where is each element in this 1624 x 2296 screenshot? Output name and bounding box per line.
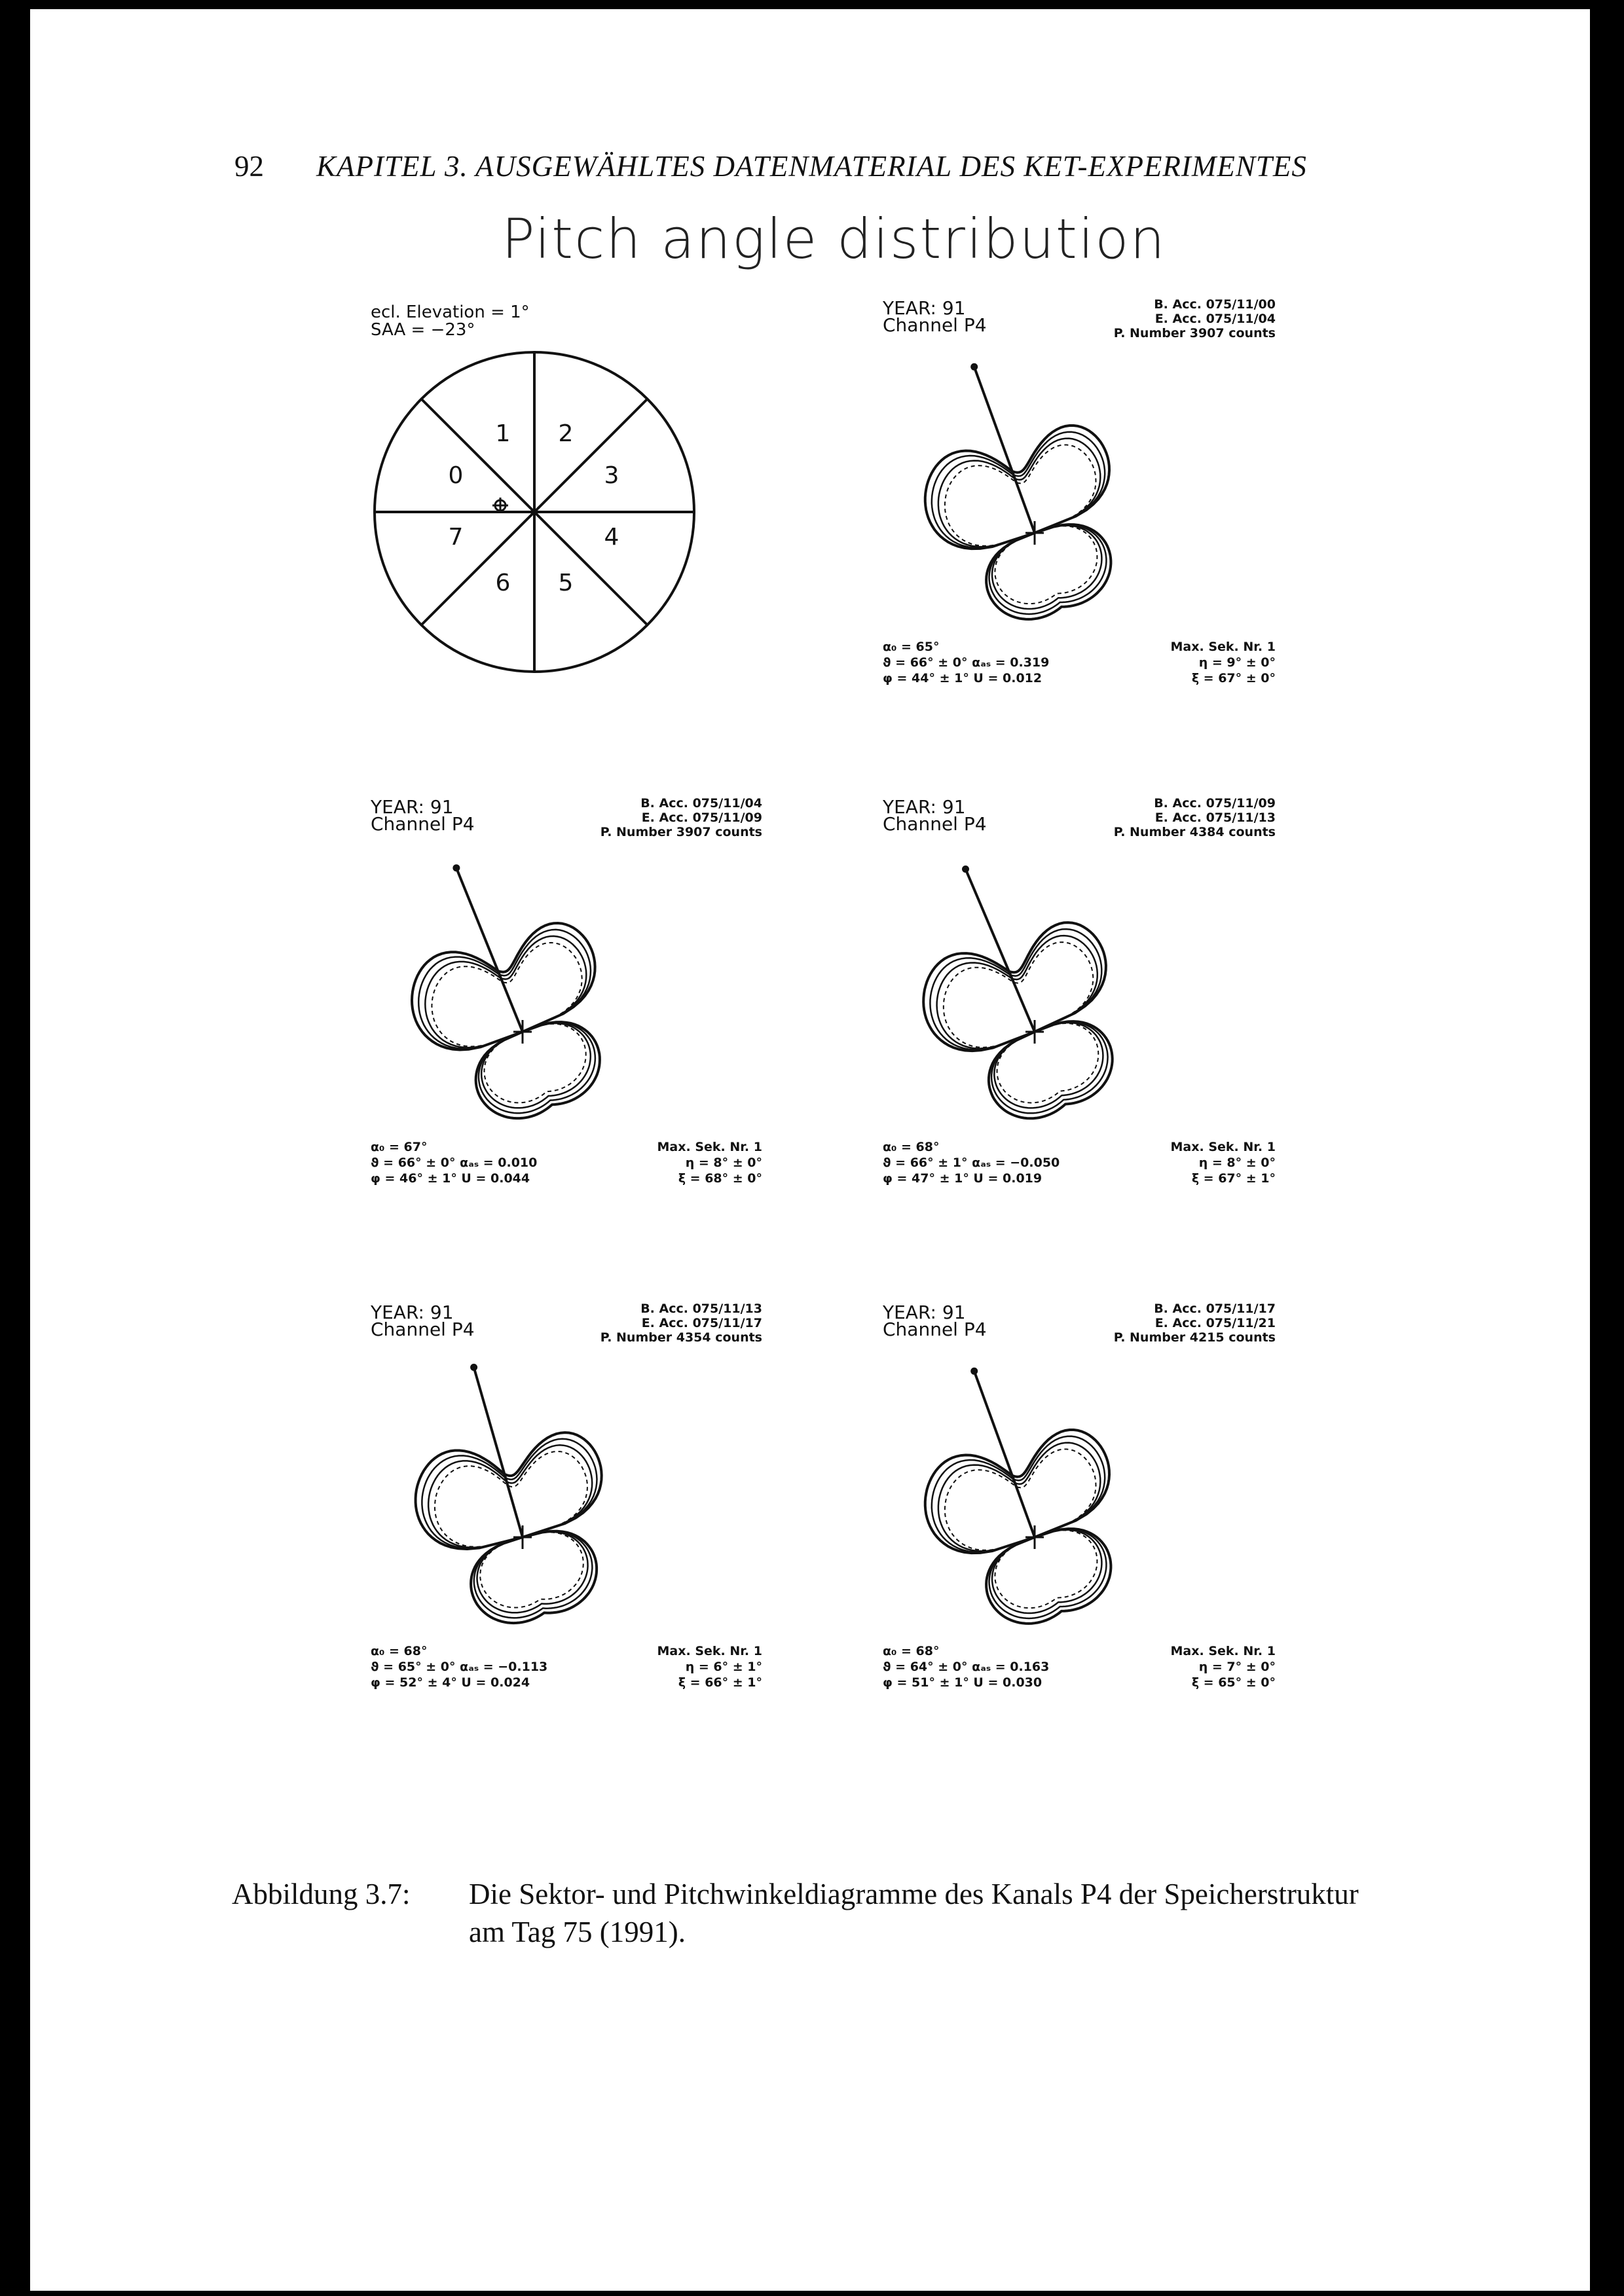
panel-3-channel: Channel P4 [883, 813, 987, 835]
pitch-axis-line [456, 868, 523, 1032]
panel-2-header-right [499, 796, 762, 839]
panel-5-header-right [1012, 1302, 1276, 1345]
panel-4-stat-phi: φ = 52° ± 4° U = 0.024 [371, 1675, 530, 1690]
panel-3-header-right [1012, 796, 1276, 839]
panel-4-e-acc: E. Acc. 075/11/17 [641, 1316, 762, 1330]
pitch-lobe-lower-3 [994, 1023, 1103, 1108]
panel-1-b-acc: B. Acc. 075/11/00 [1154, 297, 1276, 312]
pitch-axis-end [971, 363, 978, 370]
saa-text: SAA = −23° [371, 320, 475, 340]
pitch-fit-lower [997, 1023, 1099, 1103]
panel-1-stat-alpha: α₀ = 65° [883, 640, 940, 654]
panel-1-e-acc: E. Acc. 075/11/04 [1154, 312, 1276, 326]
caption-text [469, 1875, 1484, 1951]
sector-diagram [378, 350, 619, 596]
panel-5-e-acc: E. Acc. 075/11/21 [1154, 1316, 1276, 1330]
panel-3-header-left [883, 796, 987, 835]
panel-4-year: YEAR: 91 [371, 1302, 454, 1323]
caption-line-2: am Tag 75 (1991). [469, 1916, 686, 1948]
panel-4-stats-right [597, 1643, 762, 1690]
panel-3-stat-theta: ϑ = 66° ± 1° αₐₛ = −0.050 [883, 1156, 1060, 1170]
panel-4-stat-alpha: α₀ = 68° [371, 1644, 428, 1658]
pitch-axis-line [974, 367, 1035, 533]
panel-5-stat-theta: ϑ = 64° ± 0° αₐₛ = 0.163 [883, 1660, 1050, 1674]
panel-4-stat-theta: ϑ = 65° ± 0° αₐₛ = −0.113 [371, 1660, 548, 1674]
panel-2-stats-right [597, 1139, 762, 1186]
pitch-fit-lower [485, 1024, 586, 1103]
panel-1-stat-xi: ξ = 67° ± 0° [1191, 671, 1276, 685]
panel-4-p-number: P. Number 4354 counts [600, 1330, 762, 1345]
panel-1-stats-right [1111, 639, 1276, 686]
panel-2-header-left [371, 796, 475, 835]
pitch-axis-end [453, 865, 460, 871]
panel-5-b-acc: B. Acc. 075/11/17 [1154, 1302, 1276, 1316]
pitch-axis-end [963, 866, 969, 873]
panel-3-stat-phi: φ = 47° ± 1° U = 0.019 [883, 1171, 1043, 1186]
panel-5-stats-left [883, 1643, 1049, 1690]
sector-label-5: 5 [558, 570, 574, 596]
panel-4-header-left [371, 1304, 475, 1338]
pitch-axis-line [974, 1371, 1035, 1537]
sector-info [371, 304, 530, 339]
panel-1-stat-phi: φ = 44° ± 1° U = 0.012 [883, 671, 1043, 685]
panel-1-stats-left [883, 639, 1049, 686]
panel-4-b-acc: B. Acc. 075/11/13 [640, 1302, 762, 1316]
pitch-axis-end [471, 1364, 477, 1371]
pitch-lobe-lower-2 [991, 1022, 1108, 1113]
panel-3-stat-eta: η = 8° ± 0° [1198, 1156, 1276, 1170]
panel-1-stat-eta: η = 9° ± 0° [1198, 655, 1276, 670]
panel-3-max-sek: Max. Sek. Nr. 1 [1170, 1140, 1276, 1154]
sector-label-0: 0 [448, 462, 464, 489]
panel-4-stats-left [371, 1643, 547, 1690]
panel-5-max-sek: Max. Sek. Nr. 1 [1170, 1644, 1276, 1658]
caption-line-1: Die Sektor- und Pitchwinkeldiagramme des Kanals P4 der Speicherstruktur [469, 1878, 1359, 1910]
sector-label-2: 2 [558, 420, 574, 447]
sector-label-6: 6 [495, 570, 511, 596]
panel-2-stat-phi: φ = 46° ± 1° U = 0.044 [371, 1171, 530, 1186]
elevation-text: ecl. Elevation = 1° [371, 302, 530, 322]
panel-5-header-left [883, 1304, 987, 1338]
panel-1-header-right [1012, 297, 1276, 340]
pitch-axis-line [966, 869, 1035, 1032]
running-title: KAPITEL 3. AUSGEWÄHLTES DATENMATERIAL DES KET-EXPERIMENTES [316, 150, 1307, 183]
panel-5-pitch-plot [883, 1354, 1276, 1655]
panel-2-e-acc: E. Acc. 075/11/09 [641, 811, 762, 825]
panel-5-stat-phi: φ = 51° ± 1° U = 0.030 [883, 1675, 1043, 1690]
panel-1-pitch-plot [883, 350, 1276, 651]
panel-3-stats-right [1111, 1139, 1276, 1186]
panel-2-stat-theta: ϑ = 66° ± 0° αₐₛ = 0.010 [371, 1156, 538, 1170]
panel-2-year: YEAR: 91 [371, 796, 454, 818]
panel-1-channel: Channel P4 [883, 314, 987, 336]
pitch-axis-end [971, 1368, 978, 1374]
pitch-lobe-lower-3 [481, 1023, 591, 1108]
sector-label-4: 4 [604, 524, 619, 551]
panel-3-p-number: P. Number 4384 counts [1113, 825, 1276, 839]
panel-2-max-sek: Max. Sek. Nr. 1 [657, 1140, 762, 1154]
panel-5-stat-xi: ξ = 65° ± 0° [1191, 1675, 1276, 1690]
panel-1-stat-theta: ϑ = 66° ± 0° αₐₛ = 0.319 [883, 655, 1050, 670]
panel-4-pitch-plot [371, 1354, 764, 1655]
panel-3-b-acc: B. Acc. 075/11/09 [1154, 796, 1276, 811]
panel-3-stat-xi: ξ = 67° ± 1° [1191, 1171, 1276, 1186]
panel-1-p-number: P. Number 3907 counts [1113, 326, 1276, 340]
panel-5-stat-eta: η = 7° ± 0° [1198, 1660, 1276, 1674]
panel-3-e-acc: E. Acc. 075/11/13 [1154, 811, 1276, 825]
panel-1-header-left [883, 297, 987, 336]
panel-5-stat-alpha: α₀ = 68° [883, 1644, 940, 1658]
panel-5-p-number: P. Number 4215 counts [1113, 1330, 1276, 1345]
panel-2-pitch-plot [371, 848, 764, 1150]
sector-label-1: 1 [495, 420, 511, 447]
panel-2-stat-eta: η = 8° ± 0° [685, 1156, 762, 1170]
panel-2-stat-alpha: α₀ = 67° [371, 1140, 428, 1154]
sector-label-7: 7 [448, 524, 464, 551]
panel-4-header-right [499, 1302, 762, 1345]
figure-title: Pitch angle distribution [502, 207, 1166, 271]
panel-1-max-sek: Max. Sek. Nr. 1 [1170, 640, 1276, 654]
sector-label-3: 3 [604, 462, 619, 489]
panel-3-stat-alpha: α₀ = 68° [883, 1140, 940, 1154]
pitch-axis-line [474, 1368, 523, 1538]
panel-2-stats-left [371, 1139, 537, 1186]
pitch-lobe-lower-2 [479, 1023, 595, 1113]
panel-4-channel: Channel P4 [371, 1319, 475, 1340]
panel-3-pitch-plot [883, 848, 1276, 1150]
panel-3-stats-left [883, 1139, 1060, 1186]
panel-1-year: YEAR: 91 [883, 297, 966, 319]
panel-4-max-sek: Max. Sek. Nr. 1 [657, 1644, 762, 1658]
panel-3-year: YEAR: 91 [883, 796, 966, 818]
page [30, 9, 1590, 2291]
panel-4-stat-eta: η = 6° ± 1° [685, 1660, 762, 1674]
panel-4-stat-xi: ξ = 66° ± 1° [678, 1675, 762, 1690]
panel-2-b-acc: B. Acc. 075/11/04 [640, 796, 762, 811]
page-number: 92 [234, 150, 264, 183]
panel-2-p-number: P. Number 3907 counts [600, 825, 762, 839]
panel-5-stats-right [1111, 1643, 1276, 1690]
panel-2-stat-xi: ξ = 68° ± 0° [678, 1171, 762, 1186]
panel-2-channel: Channel P4 [371, 813, 475, 835]
panel-5-channel: Channel P4 [883, 1319, 987, 1340]
panel-5-year: YEAR: 91 [883, 1302, 966, 1323]
caption-label: Abbildung 3.7: [232, 1878, 411, 1910]
